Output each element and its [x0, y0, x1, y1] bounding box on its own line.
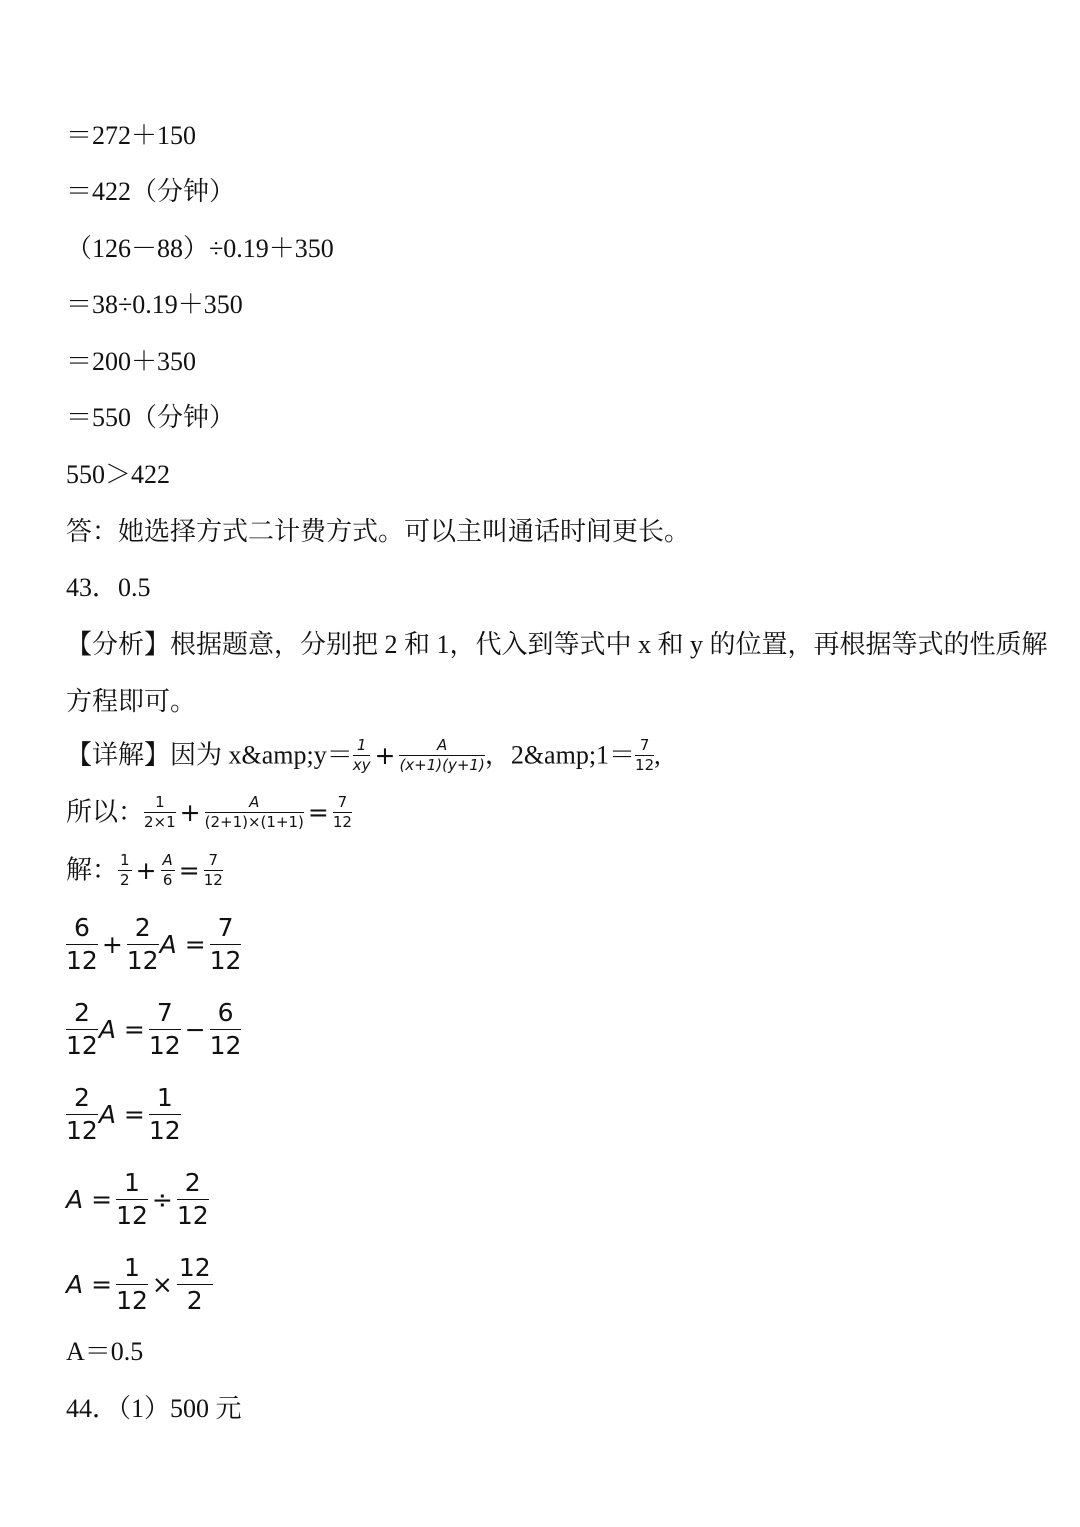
fraction: $\frac{12}{2}$	[178, 1253, 211, 1315]
detail-prefix: 【详解】因为 x&amp;y＝	[66, 740, 353, 770]
detail-mid: ，2&amp;1＝	[484, 740, 636, 770]
calc-line-5: ＝200＋350	[66, 347, 197, 376]
fraction: $\frac{1}{xy}$	[352, 736, 371, 774]
fraction: $\frac{1}{2\times 1}$	[144, 793, 176, 831]
fraction: $\frac{6}{12}$	[209, 998, 242, 1060]
equation-step-1: $\frac{6}{12}$ + $\frac{2}{12}$ A = $\frac{7}{12}$	[66, 913, 242, 975]
detail-line: 【详解】因为 x&amp;y＝ $\frac{1}{xy}$ + $\frac{A}{(x+1)(y+1)}$ ，2&amp;1＝ $\frac{7}{12}$ ,	[66, 736, 661, 774]
fraction: $\frac{7}{12}$	[148, 998, 181, 1060]
question-43-answer: 43．0.5	[66, 573, 151, 602]
fraction: $\frac{A}{(2+1)\times(1+1)}$	[204, 793, 304, 831]
calc-line-2: ＝422（分钟）	[66, 177, 236, 206]
equation-step-2: $\frac{2}{12}$ A = $\frac{7}{12}$ − $\frac{6}{12}$	[66, 998, 242, 1060]
fraction: $\frac{2}{12}$	[66, 998, 98, 1060]
result-line: A＝0.5	[66, 1337, 144, 1366]
equation-step-5: A = $\frac{1}{12}$ × $\frac{12}{2}$	[66, 1253, 211, 1315]
comparison-line: 550＞422	[66, 460, 171, 489]
analysis-line-1: 【分析】根据题意，分别把 2 和 1，代入到等式中 x 和 y 的位置，再根据等式的性质解	[66, 630, 1048, 659]
fraction: $\frac{1}{12}$	[116, 1253, 148, 1315]
fraction: $\frac{1}{12}$	[148, 1083, 181, 1145]
fraction: $\frac{A}{6}$	[162, 851, 173, 889]
fraction: $\frac{2}{12}$	[126, 913, 159, 975]
fraction: $\frac{A}{(x+1)(y+1)}$	[399, 736, 485, 774]
fraction: $\frac{7}{12}$	[203, 851, 223, 889]
fraction: $\frac{7}{12}$	[332, 793, 352, 831]
analysis-line-2: 方程即可。	[66, 687, 197, 716]
equation-step-4: A = $\frac{1}{12}$ ÷ $\frac{2}{12}$	[66, 1168, 209, 1230]
fraction: $\frac{2}{12}$	[66, 1083, 98, 1145]
fraction: $\frac{1}{12}$	[116, 1168, 148, 1230]
jie-line: 解： $\frac{1}{2}$ + $\frac{A}{6}$ = $\frac{7}{12}$	[66, 851, 223, 889]
calc-line-6: ＝550（分钟）	[66, 403, 236, 432]
answer-line: 答：她选择方式二计费方式。可以主叫通话时间更长。	[66, 517, 691, 546]
fraction: $\frac{6}{12}$	[66, 913, 98, 975]
fraction: $\frac{7}{12}$	[635, 736, 655, 774]
suoyi-line: 所以： $\frac{1}{2\times 1}$ + $\frac{A}{(2+1)\times(1+1)}$ = $\frac{7}{12}$	[66, 793, 352, 831]
calc-line-3: （126－88）÷0.19＋350	[66, 234, 334, 263]
fraction: $\frac{7}{12}$	[209, 913, 242, 975]
calc-line-4: ＝38÷0.19＋350	[66, 290, 243, 319]
question-44-answer: 44．（1）500 元	[66, 1394, 242, 1423]
fraction: $\frac{1}{2}$	[120, 851, 130, 889]
calc-line-1: ＝272＋150	[66, 121, 197, 150]
equation-step-3: $\frac{2}{12}$ A = $\frac{1}{12}$	[66, 1083, 181, 1145]
fraction: $\frac{2}{12}$	[176, 1168, 209, 1230]
